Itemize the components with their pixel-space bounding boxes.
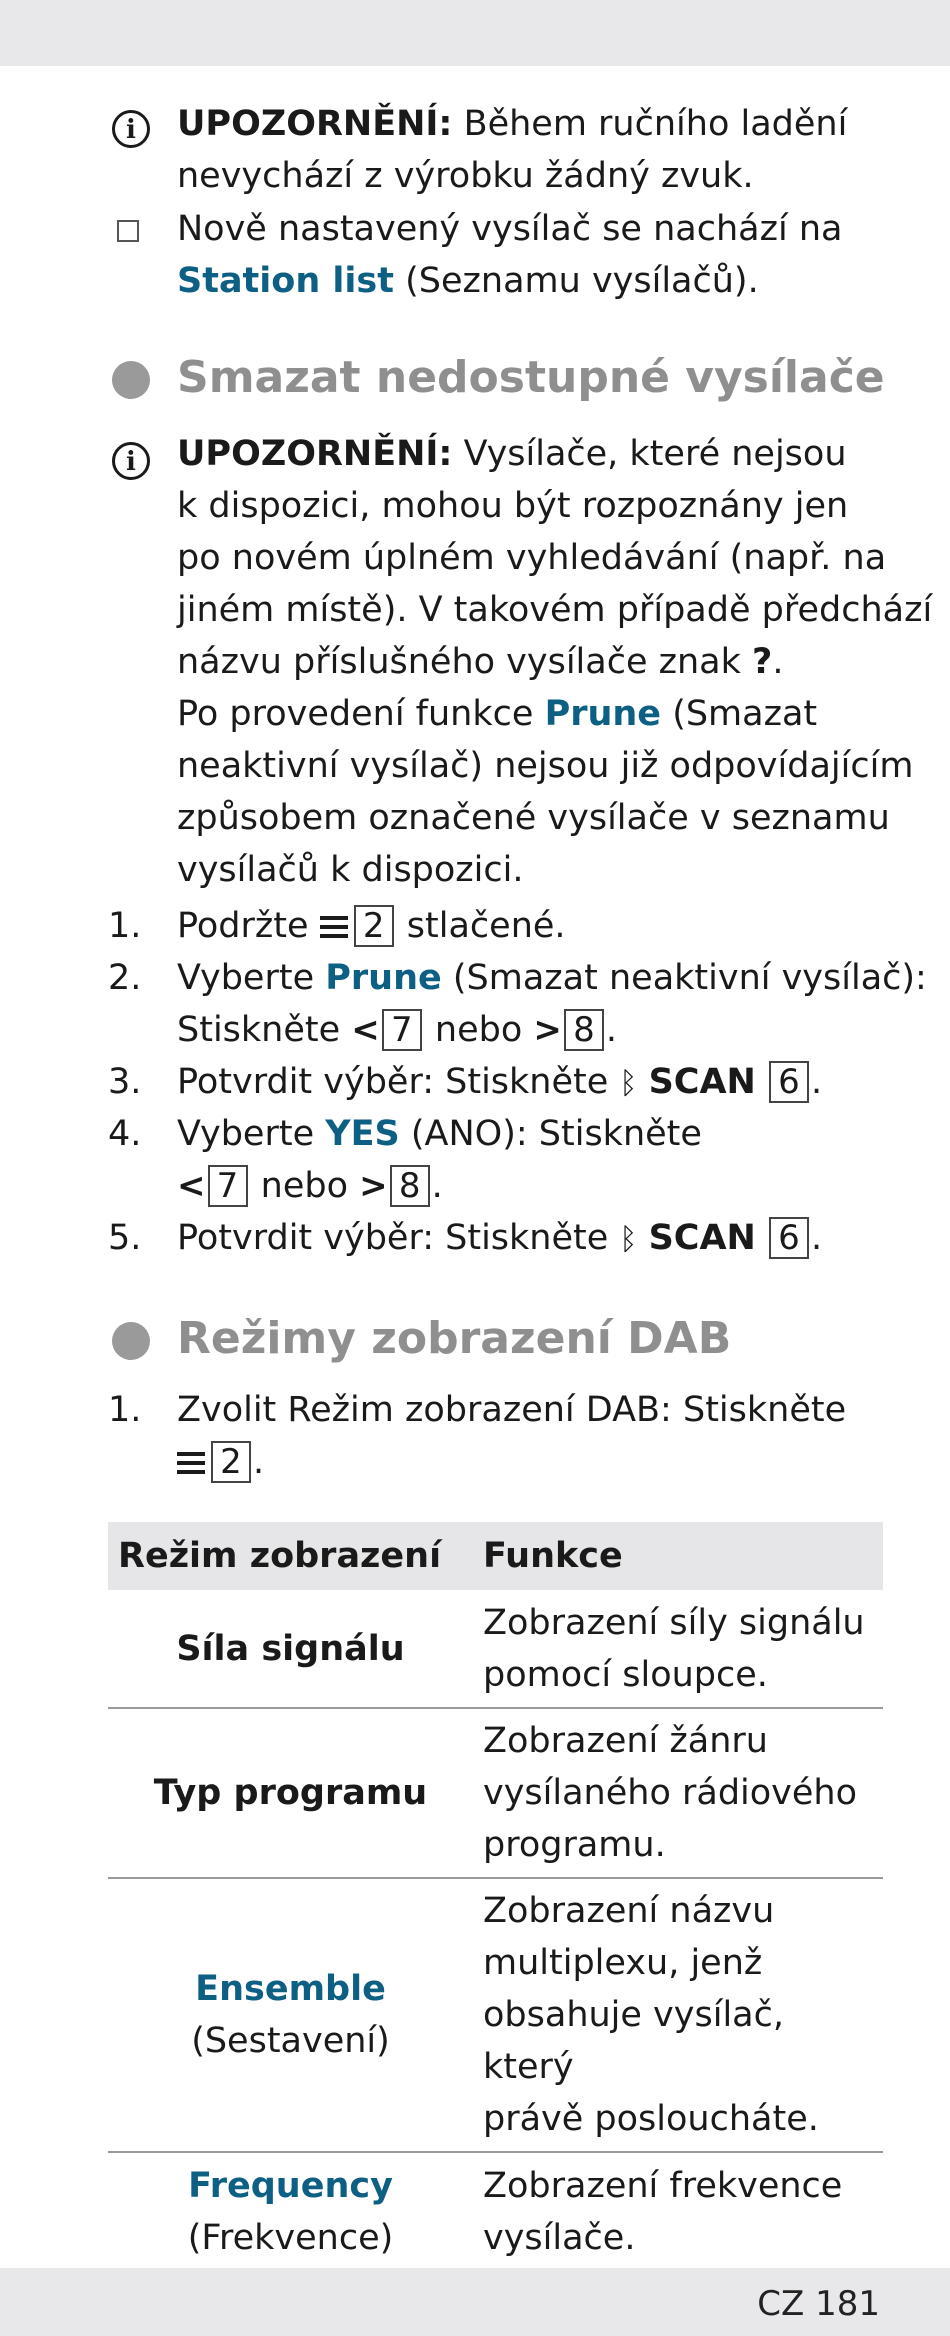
function-cell (473, 1708, 883, 1878)
function-line: vysílače. (483, 2217, 636, 2258)
note-line: vysílačů k dispozici. (177, 850, 524, 890)
bluetooth-icon: ᛒ (619, 1066, 638, 1101)
info-icon: i (112, 110, 150, 148)
function-line: multiplexu, jenž (483, 1943, 763, 1983)
function-line: pomocí sloupce. (483, 1654, 768, 1695)
note-line: po novém úplném vyhledávání (např. na (177, 538, 887, 578)
step-4-cont (177, 1160, 443, 1212)
step-text: stlačené. (406, 906, 566, 946)
note-text: (Smazat (672, 694, 818, 734)
table-header: Režim zobrazení (108, 1522, 473, 1590)
key-7: 7 (208, 1165, 248, 1207)
mode-cell: Typ programu (108, 1708, 473, 1878)
step-4 (177, 1108, 702, 1160)
step-2 (177, 952, 927, 1004)
note-line (177, 636, 784, 688)
step-text: Vyberte (177, 1114, 315, 1154)
step-2-cont (177, 1004, 617, 1056)
step-text: nebo (434, 1010, 523, 1050)
step-3 (177, 1056, 822, 1110)
station-list-term: Station list (177, 261, 394, 301)
function-cell (473, 1590, 883, 1708)
note-text: Vysílače, které nejsou (463, 434, 847, 474)
note-line: k dispozici, mohou být rozpoznány jen (177, 486, 849, 526)
note-label: UPOZORNĚNÍ: (177, 104, 453, 144)
function-line: vysílaného rádiového (483, 1773, 858, 1813)
question-mark-symbol: ? (752, 642, 773, 682)
table-header-row (108, 1522, 883, 1590)
function-cell (473, 1878, 883, 2152)
note-line (177, 98, 847, 150)
step-text: Podržte (177, 906, 309, 946)
step-text: nebo (260, 1166, 348, 1206)
function-line: Zobrazení frekvence (483, 2165, 843, 2206)
key-7: 7 (382, 1009, 422, 1051)
period: . (253, 1442, 265, 1482)
key-8: 8 (564, 1009, 604, 1051)
note-line (177, 688, 817, 740)
prune-term: Prune (544, 694, 662, 734)
step-text: (ANO): Stiskněte (410, 1114, 702, 1154)
note-text: Po provedení funkce (177, 694, 534, 734)
display-modes-table (108, 1522, 883, 2270)
page-number: CZ 181 (757, 2284, 880, 2324)
step-text: Potvrdit výběr: Stiskněte (177, 1218, 609, 1258)
step-number: 4. (108, 1114, 142, 1154)
bluetooth-icon: ᛒ (619, 1222, 638, 1257)
step-text: Stiskněte (177, 1010, 341, 1050)
checkbox-icon (117, 220, 139, 242)
step-1-cont (177, 1436, 264, 1488)
result-line (177, 255, 759, 307)
yes-term: YES (325, 1114, 400, 1154)
step-number: 1. (108, 906, 142, 946)
period: . (431, 1166, 443, 1206)
function-line: obsahuje vysílač, který (483, 1995, 784, 2087)
info-icon: i (112, 442, 150, 480)
key-2: 2 (354, 905, 394, 947)
period: . (605, 1010, 618, 1050)
step-text: Potvrdit výběr: Stiskněte (177, 1062, 609, 1102)
menu-icon (177, 1447, 205, 1479)
result-text: (Seznamu vysílačů). (405, 261, 759, 301)
section-heading: Smazat nedostupné vysílače (177, 352, 885, 403)
function-line: Zobrazení síly signálu (483, 1602, 865, 1643)
period: . (810, 1062, 823, 1102)
header-bar (0, 0, 950, 66)
step-1: Zvolit Režim zobrazení DAB: Stiskněte (177, 1390, 847, 1430)
step-1 (177, 900, 566, 952)
chevron-left-icon: < (351, 1010, 380, 1050)
step-number: 2. (108, 958, 142, 998)
section-heading: Režimy zobrazení DAB (177, 1313, 732, 1364)
step-number: 5. (108, 1218, 142, 1258)
note-label: UPOZORNĚNÍ: (177, 434, 453, 474)
key-8: 8 (390, 1165, 430, 1207)
table-row (108, 1708, 883, 1878)
mode-cell (108, 1878, 473, 2152)
table-header: Funkce (473, 1522, 883, 1590)
table-row (108, 1590, 883, 1708)
table-row (108, 2152, 883, 2270)
result-line: Nově nastavený vysílač se nachází na (177, 209, 843, 249)
note-line: neaktivní vysílač) nejsou již odpovídajícím (177, 746, 914, 786)
step-text: Vyberte (177, 958, 315, 998)
note-line: jiném místě). V takovém případě předchází (177, 590, 933, 630)
chevron-right-icon: > (533, 1010, 562, 1050)
menu-icon (320, 911, 348, 943)
scan-label: SCAN (648, 1218, 756, 1258)
mode-translation: (Sestavení) (191, 2021, 390, 2061)
note-line (177, 428, 847, 480)
step-number: 3. (108, 1062, 142, 1102)
note-text: názvu příslušného vysílače znak (177, 642, 741, 682)
function-line: Zobrazení žánru (483, 1721, 768, 1761)
chevron-right-icon: > (359, 1166, 388, 1206)
period: . (810, 1218, 823, 1258)
key-6: 6 (769, 1061, 809, 1103)
step-text: (Smazat neaktivní vysílač): (452, 958, 927, 998)
section-bullet-icon (112, 1322, 150, 1360)
function-cell (473, 2152, 883, 2270)
period: . (772, 642, 784, 682)
mode-name: Ensemble (195, 1969, 386, 2009)
step-5 (177, 1212, 822, 1266)
step-number: 1. (108, 1390, 142, 1430)
function-line: právě posloucháte. (483, 2099, 819, 2139)
key-6: 6 (769, 1217, 809, 1259)
key-2: 2 (211, 1441, 251, 1483)
function-line: programu. (483, 1825, 666, 1865)
chevron-left-icon: < (177, 1166, 206, 1206)
note-line: nevychází z výrobku žádný zvuk. (177, 156, 754, 196)
mode-cell (108, 2152, 473, 2270)
function-line: Zobrazení názvu (483, 1891, 775, 1931)
mode-translation: (Frekvence) (187, 2217, 394, 2258)
note-text: Během ručního ladění (463, 104, 848, 144)
section-bullet-icon (112, 361, 150, 399)
mode-cell: Síla signálu (108, 1590, 473, 1708)
prune-term: Prune (325, 958, 442, 998)
mode-name: Frequency (188, 2165, 393, 2206)
table-row (108, 1878, 883, 2152)
scan-label: SCAN (648, 1062, 756, 1102)
note-line: způsobem označené vysílače v seznamu (177, 798, 890, 838)
